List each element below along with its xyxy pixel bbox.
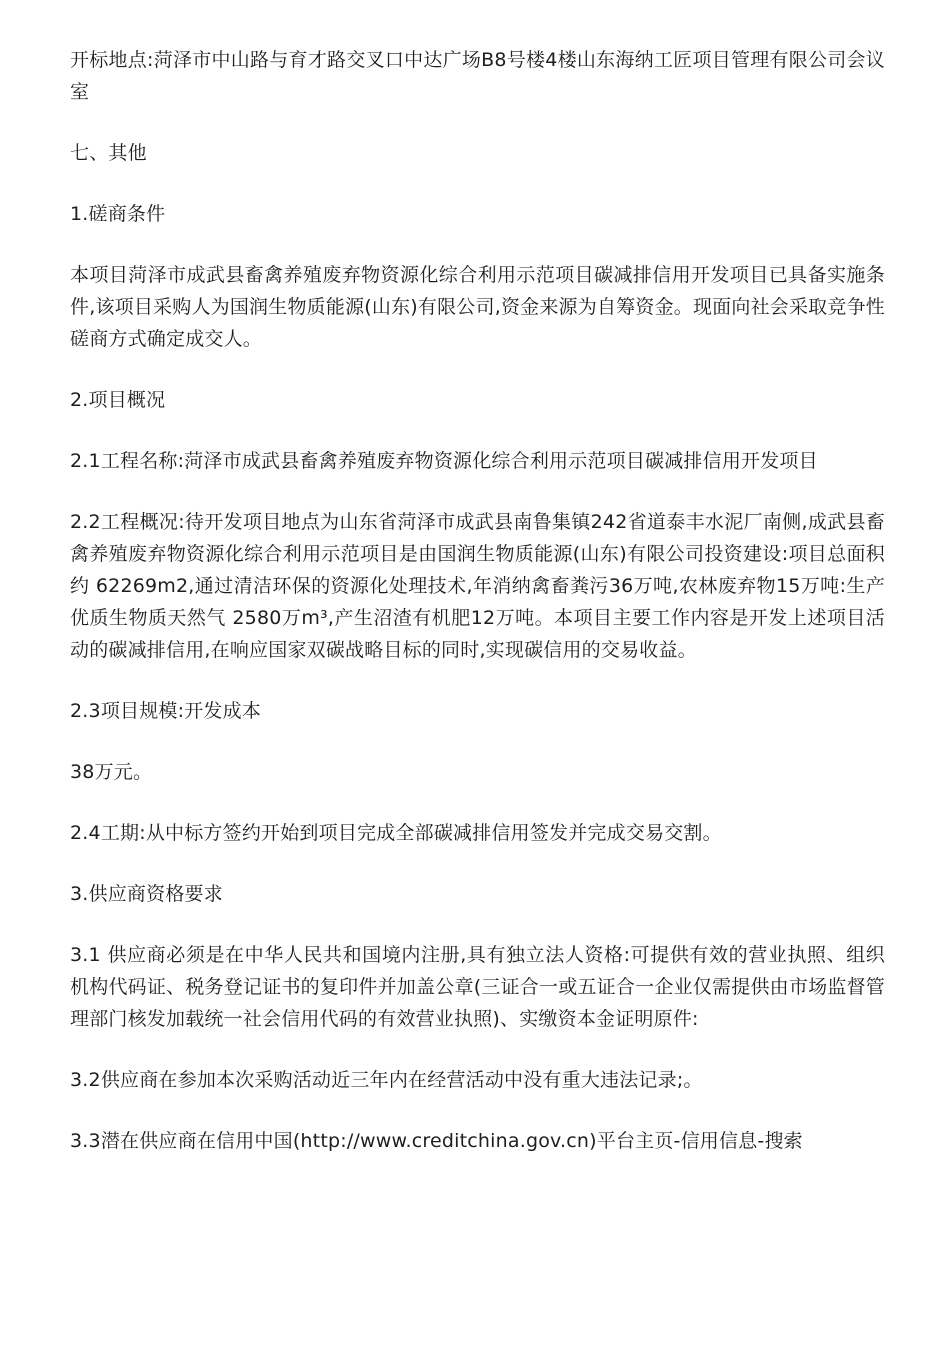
subheading-consultation-conditions: 1.磋商条件 (70, 203, 166, 225)
bid-opening-location: 开标地点:菏泽市中山路与育才路交叉口中达广场B8号楼4楼山东海纳工匠项目管理有限公司会议室 (70, 49, 885, 103)
consultation-conditions-text: 本项目菏泽市成武县畜禽养殖废弃物资源化综合利用示范项目碳减排信用开发项目已具备实施条件,该项目采购人为国润生物质能源(山东)有限公司,资金来源为自筹资金。现面向社会采取竞争性磋商方式确定成交人。 (70, 264, 885, 350)
section-heading-other: 七、其他 (70, 142, 147, 164)
supplier-requirement-3-2: 3.2供应商在参加本次采购活动近三年内在经营活动中没有重大违法记录;。 (70, 1069, 703, 1091)
document-body (70, 44, 885, 1157)
project-name: 2.1工程名称:菏泽市成武县畜禽养殖废弃物资源化综合利用示范项目碳减排信用开发项目 (70, 450, 818, 472)
project-description: 2.2工程概况:待开发项目地点为山东省菏泽市成武县南鲁集镇242省道泰丰水泥厂南侧,成武县畜禽养殖废弃物资源化综合利用示范项目是由国润生物质能源(山东)有限公司投资建设:项目总面积约 62269m2,通过清洁环保的资源化处理技术,年消纳禽畜粪污36万吨,农林废弃物15万吨:生产优质生物质天然气 2580万m³,产生沼渣有机肥12万吨。本项目主要工作内容是开发上述项目活动的碳减排信用,在响应国家双碳战略目标的同时,实现碳信用的交易收益。 (70, 511, 885, 661)
project-scale: 2.3项目规模:开发成本 (70, 700, 262, 722)
subheading-supplier-requirements: 3.供应商资格要求 (70, 883, 223, 905)
project-cost: 38万元。 (70, 761, 153, 783)
supplier-requirement-3-1: 3.1 供应商必须是在中华人民共和国境内注册,具有独立法人资格:可提供有效的营业执照、组织机构代码证、税务登记证书的复印件并加盖公章(三证合一或五证合一企业仅需提供由市场监督管理部门核发加载统一社会信用代码的有效营业执照)、实缴资本金证明原件: (70, 944, 885, 1030)
subheading-project-overview: 2.项目概况 (70, 389, 166, 411)
project-duration: 2.4工期:从中标方签约开始到项目完成全部碳减排信用签发并完成交易交割。 (70, 822, 722, 844)
supplier-requirement-3-3: 3.3潜在供应商在信用中国(http://www.creditchina.gov.cn)平台主页-信用信息-搜索 (70, 1130, 803, 1152)
